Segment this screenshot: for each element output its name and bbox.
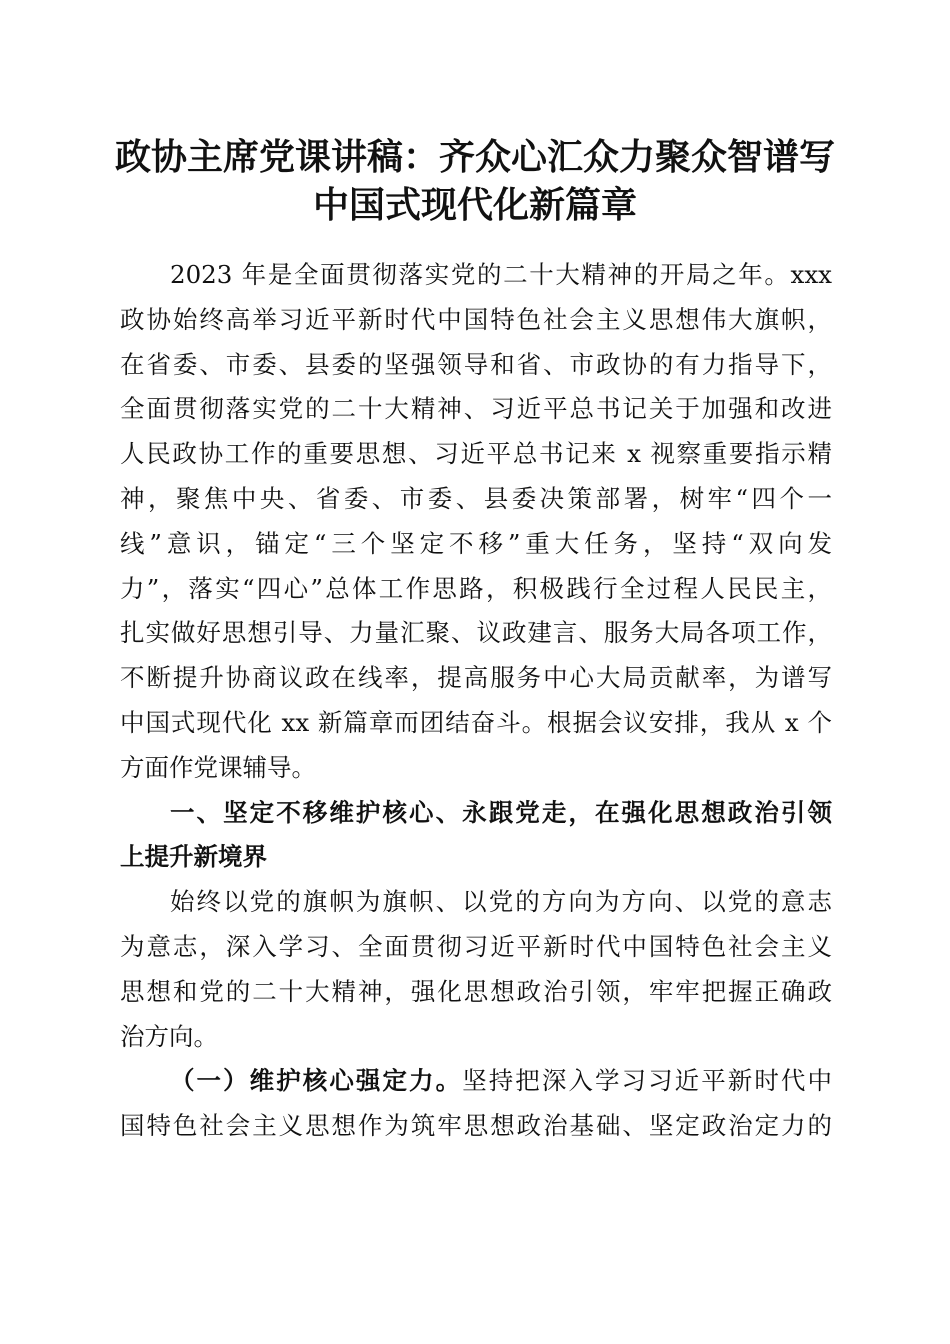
text-line: 中国式现代化 xx 新篇章而团结奋斗。根据会议安排，我从 x 个: [120, 707, 832, 737]
heading-line: 上提升新境界: [120, 842, 267, 872]
text-line: [120, 1059, 832, 1104]
subsection-text: 坚持把深入学习习近平新时代中: [462, 1066, 832, 1096]
document-title-line-1: 政协主席党课讲稿：齐众心汇众力聚众智谱写: [114, 136, 835, 178]
text-line: 人民政协工作的重要思想、习近平总书记来 x 视察重要指示精: [120, 439, 832, 469]
text-line: 线”意识，锚定“三个坚定不移”重大任务，坚持“双向发: [120, 528, 832, 558]
text-line: 在省委、市委、县委的坚强领导和省、市政协的有力指导下，: [120, 349, 832, 379]
text-line: 扎实做好思想引导、力量汇聚、议政建言、服务大局各项工作，: [120, 618, 832, 648]
text-line: 神，聚焦中央、省委、市委、县委决策部署，树牢“四个一: [120, 483, 832, 513]
text-line: 治方向。: [120, 1021, 218, 1051]
text-line: 国特色社会主义思想作为筑牢思想政治基础、坚定政治定力的: [120, 1111, 832, 1141]
heading-line: 一、坚定不移维护核心、永跟党走，在强化思想政治引领: [170, 797, 832, 827]
section-heading-1: [120, 791, 832, 881]
text-line: 始终以党的旗帜为旗帜、以党的方向为方向、以党的意志: [170, 887, 832, 917]
text-line: 力”，落实“四心”总体工作思路，积极践行全过程人民民主，: [120, 573, 832, 603]
paragraph-intro: [120, 253, 832, 791]
text-line: 政协始终高举习近平新时代中国特色社会主义思想伟大旗帜，: [120, 304, 832, 334]
document-title-line-2: 中国式现代化新篇章: [312, 184, 637, 226]
document-body: [120, 253, 832, 1149]
text-line: 为意志，深入学习、全面贯彻习近平新时代中国特色社会主义: [120, 931, 832, 961]
text-line: 不断提升协商议政在线率，提高服务中心大局贡献率，为谱写: [120, 663, 832, 693]
text-line: 方面作党课辅导。: [120, 752, 316, 782]
subsection-label: （一）维护核心强定力。: [170, 1066, 463, 1096]
text-line: 2023 年是全面贯彻落实党的二十大精神的开局之年。xxx: [170, 260, 832, 289]
text-line: 全面贯彻落实党的二十大精神、习近平总书记关于加强和改进: [120, 394, 832, 424]
paragraph-section-1: [120, 880, 832, 1059]
text-line: 思想和党的二十大精神，强化思想政治引领，牢牢把握正确政: [120, 976, 832, 1006]
subsection-1: [120, 1059, 832, 1149]
